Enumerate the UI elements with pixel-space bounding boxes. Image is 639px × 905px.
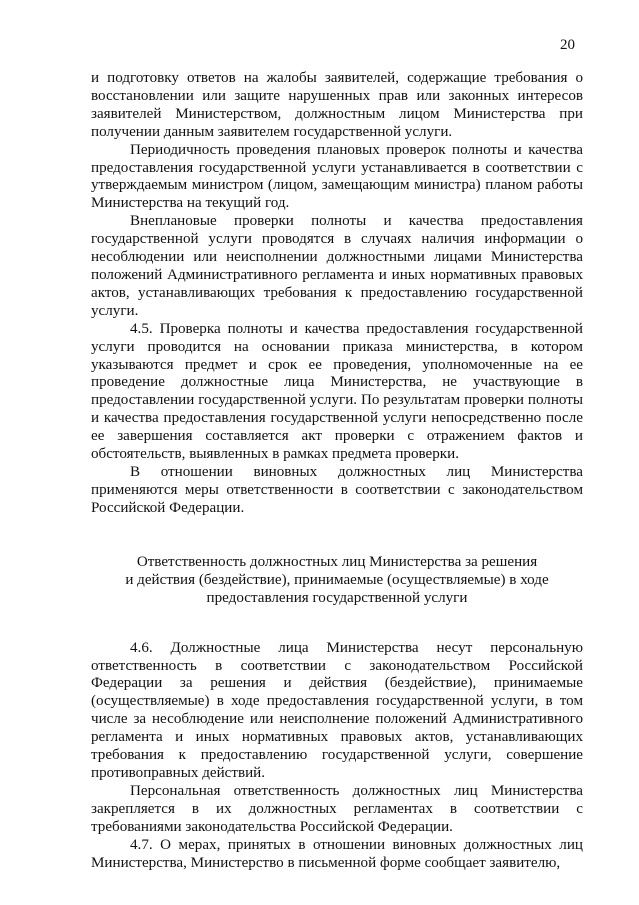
- paragraph: Персональная ответственность должностных лиц Министерства закрепляется в их должностных регламентах в соответствии с требованиями законодательства Российской Федерации.: [91, 782, 583, 835]
- paragraph: 4.5. Проверка полноты и качества предоставления государственной услуги проводится на основании приказа министерства, в котором указываются предмет и срок ее проведения, уполномоченные на ее проведение должностные лица Министерства, не участвующие в предоставлении государственной услуги. По результатам проверки полноты и качества предоставления государственной услуги непосредственно после ее завершения составляется акт проверки с отражением фактов и обстоятельств, выявленных в рамках предмета проверки.: [91, 320, 583, 463]
- paragraph: Внеплановые проверки полноты и качества предоставления государственной услуги проводятся в случаях наличия информации о несоблюдении или неисполнении должностными лицами Министерства положений Административного регламента и иных нормативных правовых актов, устанавливающих требования к предоставлению государственной услуги.: [91, 213, 583, 319]
- page-number: 20: [560, 37, 575, 53]
- paragraph: Периодичность проведения плановых проверок полноты и качества предоставления государственной услуги устанавливается в соответствии с утверждаемым министром (лицом, замещающим министра) планом работы Министерства на текущий год.: [91, 141, 583, 212]
- paragraph: В отношении виновных должностных лиц Министерства применяются меры ответственности в соответствии с законодательством Российской Федерации.: [91, 463, 583, 516]
- section-heading: [91, 553, 583, 607]
- paragraphs-before-heading: [91, 70, 583, 518]
- paragraphs-after-heading: [91, 640, 583, 873]
- section-heading-line: Ответственность должностных лиц Министерства за решения: [136, 553, 538, 570]
- paragraph: 4.7. О мерах, принятых в отношении виновных должностных лиц Министерства, Министерство в письменной форме сообщает заявителю,: [91, 836, 583, 871]
- paragraph: 4.6. Должностные лица Министерства несут персональную ответственность в соответствии с законодательством Российской Федерации за решения и действия (бездействие), принимаемые (осуществляемые) в ходе предоставления государственной услуги, в том числе за несоблюдение или неисполнение положений Административного регламента и иных нормативных правовых актов, устанавливающих требования к предоставлению государственной услуги, совершение противоправных действий.: [91, 639, 583, 781]
- document-body: [91, 70, 583, 872]
- paragraph: и подготовку ответов на жалобы заявителей, содержащие требования о восстановлении или защите нарушенных прав или законных интересов заявителей Министерством, должностным лицом Министерства при получении данным заявителем государственной услуги.: [91, 70, 583, 140]
- section-heading-line: и действия (бездействие), принимаемые (осуществляемые) в ходе: [125, 571, 549, 588]
- section-heading-line: предоставления государственной услуги: [206, 589, 468, 606]
